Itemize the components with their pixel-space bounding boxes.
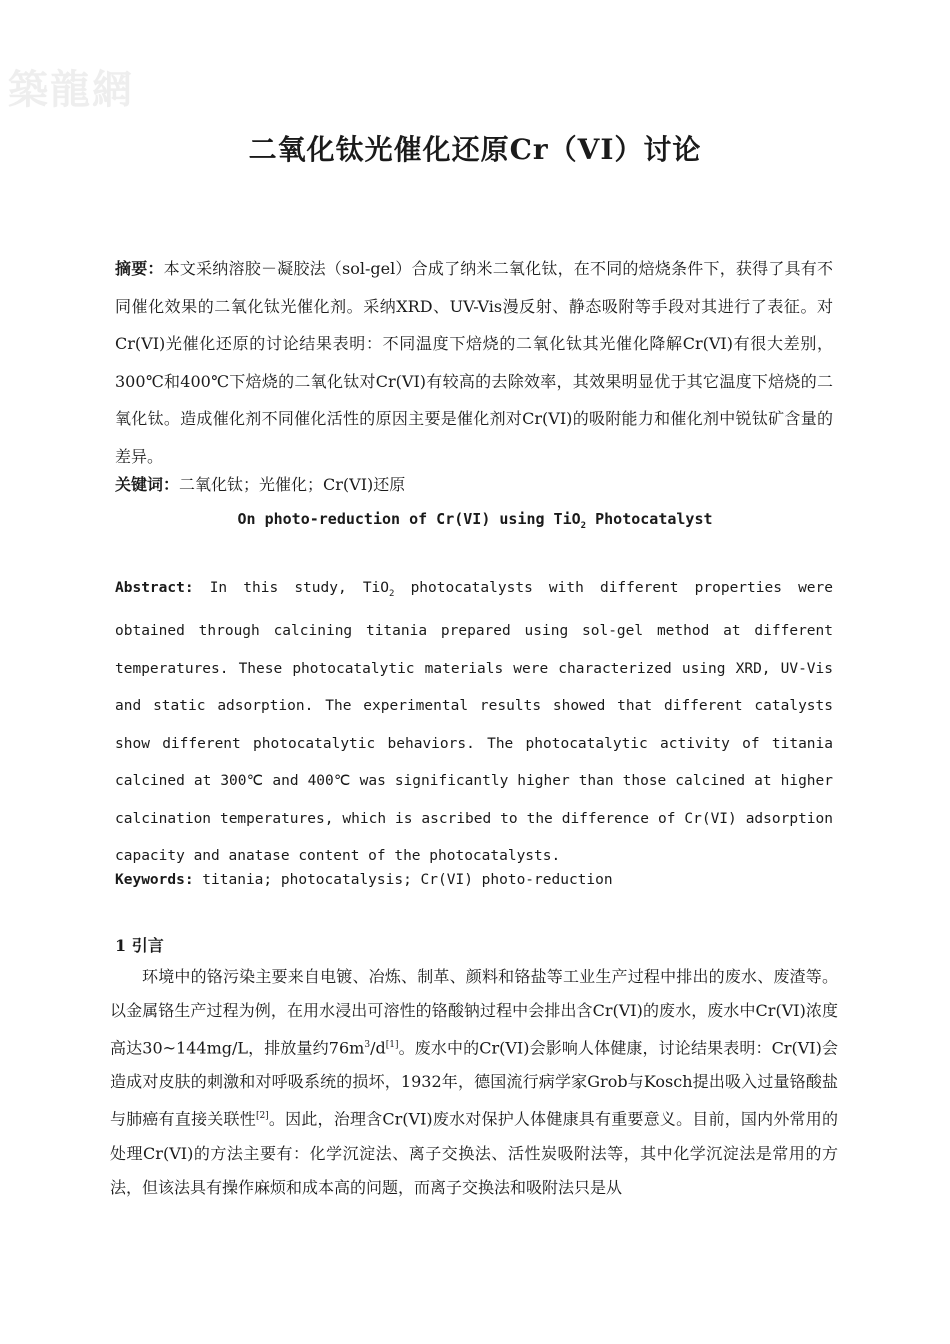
citation-2: [2] — [255, 1111, 269, 1122]
keywords-en-text: titania; photocatalysis; Cr(VI) photo-reduction — [193, 872, 613, 888]
abstract-en-subscript: 2 — [389, 588, 395, 599]
intro-paragraph — [110, 960, 838, 1205]
citation-1: [1] — [385, 1040, 399, 1050]
abstract-en — [115, 570, 833, 876]
page-title: 二氧化钛光催化还原Cr（VI）讨论 — [248, 133, 702, 166]
intro-text-2: /d — [370, 1038, 386, 1058]
intro-text-1: 环境中的铬污染主要来自电镀、冶炼、制革、颜料和铬盐等工业生产过程中排出的废水、废渣等。以金属铬生产过程为例，在用水浸出可溶性的铬酸钠过程中会排出含Cr(VI)的废水，废水中Cr(VI)浓度高达30~144mg/L，排放量约76m — [110, 967, 838, 1058]
abstract-cn — [115, 250, 833, 475]
keywords-cn-text: 二氧化钛；光催化；Cr(VI)还原 — [179, 475, 406, 494]
abstract-cn-text: 本文采纳溶胶－凝胶法（sol-gel）合成了纳米二氧化钛，在不同的焙烧条件下，获得了具有不同催化效果的二氧化钛光催化剂。采纳XRD、UV-Vis漫反射、静态吸附等手段对其进行了表征。对Cr(VI)光催化还原的讨论结果表明：不同温度下焙烧的二氧化钛其光催化降解Cr(VI)有很大差别，300℃和400℃下焙烧的二氧化钛对Cr(VI)有较高的去除效率，其效果明显优于其它温度下焙烧的二氧化钛。造成催化剂不同催化活性的原因主要是催化剂对Cr(VI)的吸附能力和催化剂中锐钛矿含量的差异。 — [115, 259, 833, 466]
english-title-text: On photo-reduction of Cr(VI) using TiO — [237, 510, 581, 528]
keywords-en — [115, 866, 613, 894]
watermark-logo: 築龍網 — [8, 66, 134, 113]
keywords-en-label: Keywords: — [115, 872, 194, 888]
english-title-text-end: Photocatalyst — [586, 510, 713, 528]
abstract-cn-label: 摘要： — [115, 259, 164, 278]
intro-text-4: 。因此，治理含Cr(VI)废水对保护人体健康具有重要意义。目前，国内外常用的处理Cr(VI)的方法主要有：化学沉淀法、离子交换法、活性炭吸附法等，其中化学沉淀法是常用的方法，但该法具有操作麻烦和成本高的问题，而离子交换法和吸附法只是从 — [110, 1109, 838, 1197]
keywords-cn — [115, 470, 405, 500]
keywords-cn-label: 关键词： — [115, 475, 180, 494]
abstract-en-text: In this study, TiO — [193, 580, 390, 596]
intro-text-3: 。废水中的Cr(VI)会影响人体健康，讨论结果表明：Cr(VI)会造成对皮肤的刺激和对呼吸系统的损坏，1932年，德国流行病学家Grob与Kosch提出吸入过量铬酸盐与肺癌有直接关联性 — [110, 1038, 838, 1129]
abstract-en-text-cont: photocatalysts with different properties were obtained through calcining titania prepared using sol-gel method at different temperatures. These photocatalytic materials were characterized using XRD, UV-Vis and static adsorption. The experimental results showed that different catalysts show different photocatalytic behaviors. The photocatalytic activity of titania calcined at 300℃ and 400℃ was significantly higher than those calcined at higher calcination temperatures, which is ascribed to the difference of Cr(VI) adsorption capacity and anatase content of the photocatalysts. — [115, 580, 833, 865]
intro-superscript: 3 — [364, 1040, 371, 1050]
section-heading-intro: 1 引言 — [115, 936, 164, 955]
english-title — [0, 504, 950, 541]
english-title-subscript: 2 — [580, 521, 587, 531]
abstract-en-label: Abstract: — [115, 580, 194, 596]
